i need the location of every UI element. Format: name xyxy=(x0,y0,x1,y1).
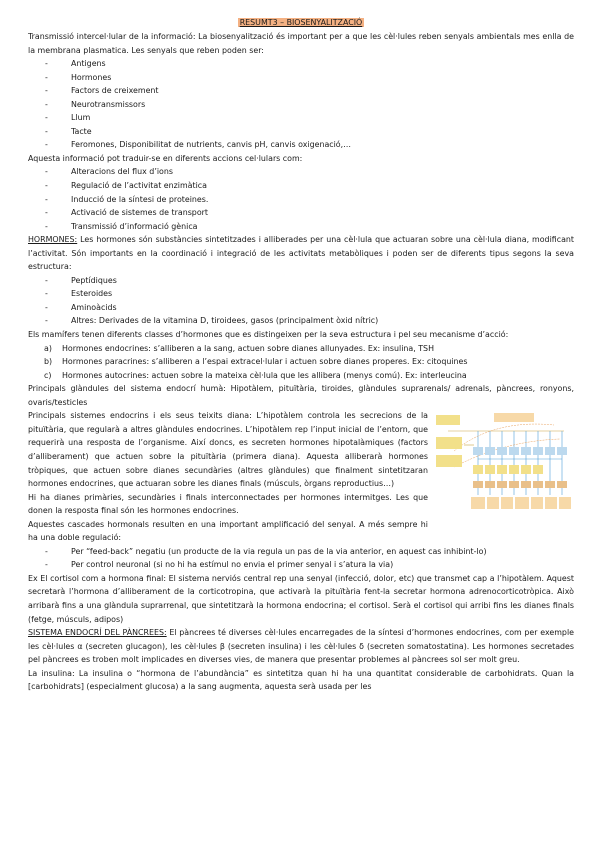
pancreas-text: El pàncrees té diverses cèl·lules encarregades de la síntesi d’hormones endocrines, com per exemple les cèl·lules α (secreten glucagon), les cèl·lules β (secreten insulina) i les cèl·lules δ (secreten somatostatina). Les hormones secretades pel pàncrees es troben molt implicades en diverses vies, de manera que presentar problemes al pàncrees sol ser molt greu. xyxy=(28,628,574,665)
list-item: - Regulació de l’activitat enzimàtica xyxy=(28,179,574,193)
list-item: - Per “feed-back” negatiu (un producte de la via regula un pas de la via anterior, en aquest cas inhibint-lo) xyxy=(28,545,574,559)
list-item: - Tacte xyxy=(28,125,574,139)
diana-paragraph: Hi ha dianes primàries, secundàries i finals interconnectades per hormones intermitges. Les que donen la resposta final són les hormones endocrines. xyxy=(28,492,428,516)
systems-paragraph: Principals sistemes endocrins i els seus teixits diana: L’hipotàlem controla les secrecions de la pituïtària, que regularà a altres glàndules endocrines. L’hipotàlem rep l’input inicial de l’entorn, que requerirà una resposta de l’organisme. Així doncs, es secreten hormones hipotalàmiques (factors d’alliberament) que actuen sobre la pituïtària (primera diana). Aquesta alliberarà hormones tròpiques, que actuen sobre dianes secundàries (altres glàndules) que finalment sintetitzaran hormones endocrines, que actuaran sobre les dianes finals (músculs, òrgans reproductius…) xyxy=(28,411,428,489)
list-item: - Aminoàcids xyxy=(28,301,574,315)
list-item xyxy=(28,369,574,383)
signals-list xyxy=(28,57,574,152)
list-item: - Esteroides xyxy=(28,287,574,301)
intro-paragraph: Transmissió intercel·lular de la informació: La biosenyalització és important per a que les cèl·lules reben senyals ambientals mes enlla de la membrana plasmatica. Les senyals que reben poden ser: xyxy=(28,32,574,55)
list-item-text: Hormones paracrines: s’alliberen a l’espai extracel·lular i actuen sobre dianes properes. Ex: citoquines xyxy=(62,357,468,367)
list-item xyxy=(28,342,574,356)
pancreas-paragraph xyxy=(28,626,574,667)
hormones-heading: HORMONES: xyxy=(28,235,78,245)
hormones-paragraph xyxy=(28,233,574,274)
list-item: - Activació de sistemes de transport xyxy=(28,206,574,220)
list-item-text: Hormones autocrines: actuen sobre la mateixa cèl·lula que les allibera (menys comú). Ex: interleucina xyxy=(62,370,467,380)
endocrine-cascade-diagram xyxy=(434,411,574,519)
list-item: - Hormones xyxy=(28,71,574,85)
releasing-hormones-box xyxy=(494,413,534,422)
cascades-paragraph: Aquestes cascades hormonals resulten en una important amplificació del senyal. A més sempre hi ha una doble regulació: xyxy=(28,519,428,543)
list-item: - Inducció de la síntesi de proteines. xyxy=(28,193,574,207)
list-item: - Feromones, Disponibilitat de nutrients, canvis pH, canvis oxigenació,… xyxy=(28,138,574,152)
hormone-classes-list xyxy=(28,342,574,383)
list-item-text: Hormones endocrines: s’alliberen a la sang, actuen sobre dianes allunyades. Ex: insulina, TSH xyxy=(62,343,435,353)
cns-box xyxy=(436,415,460,425)
list-item: - Llum xyxy=(28,111,574,125)
glands-paragraph: Principals glàndules del sistema endocrí humà: Hipotàlem, pituïtària, tiroides, glàndules suprarenals/ adrenals, pàncrees, ronyons, ovaris/testicles xyxy=(28,384,574,407)
document-page xyxy=(28,16,574,694)
list-item xyxy=(28,355,574,369)
hypothalamus-box xyxy=(436,437,462,449)
hormone-types-list xyxy=(28,274,574,328)
classes-intro: Els mamífers tenen diferents classes d’hormones que es distingeixen per la seva estructura i pel seu mecanisme d’acció: xyxy=(28,330,509,340)
list-marker: b) xyxy=(44,357,53,367)
pancreas-heading: SISTEMA ENDOCRÍ DEL PÀNCREES: xyxy=(28,628,167,638)
list-item: - Altres: Derivades de la vitamina D, tiroidees, gasos (principalment òxid nítric) xyxy=(28,314,574,328)
document-title: RESUMT3 – BIOSENYALITZACIÓ xyxy=(239,18,363,27)
cortisol-paragraph: Ex El cortisol com a hormona final: El sistema nerviós central rep una senyal (infecció, dolor, etc) que transmet cap a l’hipotàlem. Aquest secretarà l’hormona d’alliberament de la corticotropina, que activarà la pituïtària fent-la secretar hormona adrenocorticotròpica. Això arribarà fins a una glàndula suprarrenal, que sintetitzarà la hormona endocrina; el cortisol. Serà el cortisol qui arribi fins les dianes finals (fetge, músculs, adipos) xyxy=(28,573,574,624)
regulation-list xyxy=(28,545,574,572)
pituitary-box xyxy=(436,455,462,467)
list-marker: c) xyxy=(44,370,52,380)
insulin-paragraph: La insulina: La insulina o “hormona de l’abundància” es sintetitza quan hi ha una quantitat considerable de carbohidrats. Quan la [carbohidrats] (especialment glucosa) a la sang augmenta, aquesta serà usada per les xyxy=(28,668,574,692)
translation-intro: Aquesta informació pot traduir-se en diferents accions cel·lulars com: xyxy=(28,153,303,163)
list-item: - Factors de creixement xyxy=(28,84,574,98)
hormones-text: Les hormones són substàncies sintetitzades i alliberades per una cèl·lula que actuaran sobre una cèl·lula diana, modificant l’activitat. Són importants en la coordinació i integració de les activitats metabòliques i poden ser de diferents tipus segons la seva estructura: xyxy=(28,235,574,272)
list-item: - Alteracions del flux d’ions xyxy=(28,165,574,179)
list-item: - Per control neuronal (si no hi ha estímul no envia el primer senyal i s’atura la via) xyxy=(28,558,574,572)
list-item: - Antigens xyxy=(28,57,574,71)
actions-list xyxy=(28,165,574,233)
list-marker: a) xyxy=(44,343,52,353)
list-item: - Transmissió d’informació gènica xyxy=(28,220,574,234)
list-item: - Neurotransmissors xyxy=(28,98,574,112)
list-item: - Peptídiques xyxy=(28,274,574,288)
